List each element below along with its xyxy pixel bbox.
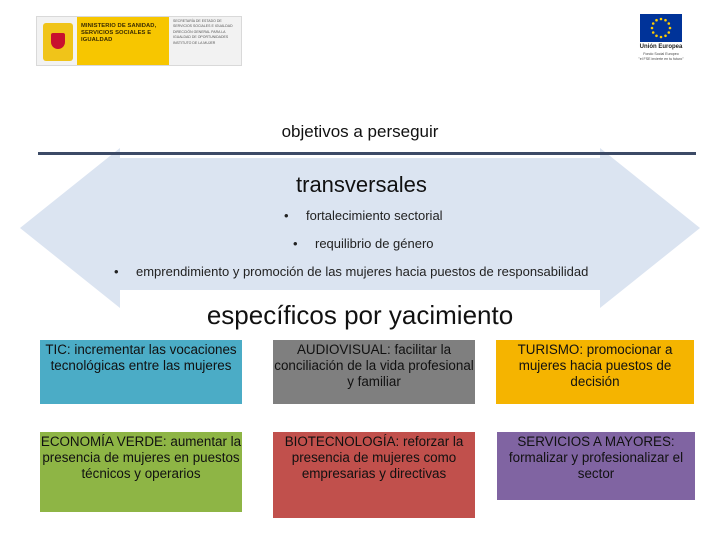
goal-box-label: AUDIOVISUAL: (296, 342, 391, 357)
goal-box-turismo (496, 340, 694, 404)
goal-box-text: aumentar la presencia de mujeres en puestos técnicos y operarios (42, 434, 242, 481)
goal-box-economia-verde (40, 432, 242, 512)
goal-box-text: reforzar la presencia de mujeres como empresarias y directivas (291, 434, 464, 481)
eu-logo (626, 14, 696, 70)
goal-box-biotecnologia (273, 432, 475, 518)
coat-of-arms-icon (43, 23, 73, 61)
goal-box-label: BIOTECNOLOGÍA: (284, 434, 400, 449)
ministry-sublines (173, 19, 239, 47)
goal-box-label: TURISMO: (517, 342, 584, 357)
eu-fund-text (626, 52, 696, 62)
bullet-text: emprendimiento y promoción de las mujeres hacia puestos de responsabilidad (136, 264, 589, 279)
eu-name: Unión Europea (639, 44, 683, 50)
eu-motto: "el FSE invierte en tu futuro" (638, 57, 684, 61)
ministry-subline: DIRECCIÓN GENERAL PARA LA IGUALDAD DE OPORTUNIDADES (173, 30, 229, 39)
bullet-item (284, 208, 443, 223)
goal-box-label: ECONOMÍA VERDE: (40, 434, 167, 449)
ministry-name-box (77, 17, 169, 65)
bullet-icon: • (114, 264, 119, 279)
title-divider (38, 152, 696, 155)
goal-box-servicios-mayores (497, 432, 695, 500)
eu-stars (640, 14, 682, 42)
eu-fund: Fondo Social Europeo (643, 52, 679, 56)
bullet-icon: • (293, 236, 298, 251)
goal-box-tic (40, 340, 242, 404)
bullet-icon: • (284, 208, 289, 223)
bullet-item (114, 264, 588, 279)
goal-box-audiovisual (273, 340, 475, 404)
bullet-item (293, 236, 434, 251)
goal-box-text: formalizar y profesionalizar el sector (508, 450, 684, 481)
bullet-text: fortalecimiento sectorial (306, 208, 443, 223)
ministry-logo (36, 16, 242, 66)
eu-flag-icon (640, 14, 682, 42)
ministry-name: MINISTERIO DE SANIDAD, SERVICIOS SOCIALES E IGUALDAD (81, 23, 157, 43)
ministry-subline: INSTITUTO DE LA MUJER (173, 41, 216, 45)
page-title: objetivos a perseguir (281, 122, 439, 141)
ministry-subline: SECRETARÍA DE ESTADO DE SERVICIOS SOCIALES E IGUALDAD (173, 19, 233, 28)
goal-box-text: incrementar las vocaciones tecnológicas entre las mujeres (50, 342, 237, 373)
goal-box-label: TIC: (45, 342, 71, 357)
goal-box-label: SERVICIOS A MAYORES: (517, 434, 675, 449)
goal-box-text: facilitar la conciliación de la vida profesional y familiar (274, 342, 474, 389)
specific-heading: específicos por yacimiento (206, 300, 514, 330)
goal-box-text: promocionar a mujeres hacia puestos de decisión (518, 342, 673, 389)
bullet-text: requilibrio de género (315, 236, 434, 251)
transversal-heading: transversales (296, 172, 427, 197)
